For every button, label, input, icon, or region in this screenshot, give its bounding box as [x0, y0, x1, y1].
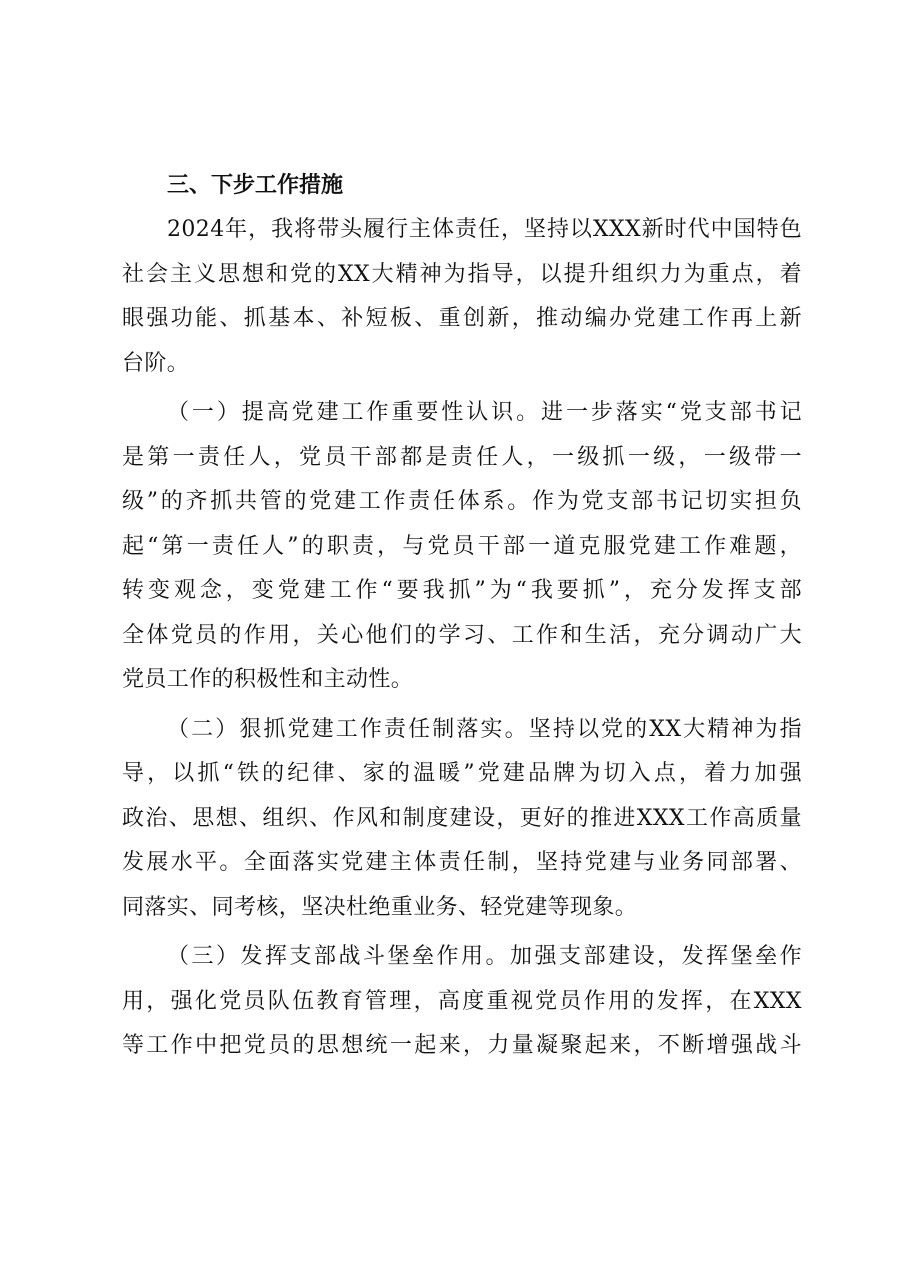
paragraph-line: 导，以抓“铁的纪律、家的温暖”党建品牌为切入点，着力加强	[122, 761, 802, 786]
paragraph-line: （三）发挥支部战斗堡垒作用。加强支部建设，发挥堡垒作	[167, 944, 802, 969]
paragraph-line: （二）狠抓党建工作责任制落实。坚持以党的XX大精神为指	[167, 716, 802, 742]
paragraph-line: 同落实、同考核，坚决杜绝重业务、轻党建等现象。	[122, 894, 638, 920]
paragraph-intro	[122, 208, 802, 386]
paragraph-line: 台阶。	[122, 350, 190, 376]
paragraph-line: 用，强化党员队伍教育管理，高度重视党员作用的发挥，在XXX	[122, 988, 802, 1014]
paragraph-line: 眼强功能、抓基本、补短板、重创新，推动编办党建工作再上新	[122, 306, 802, 331]
paragraph-line: （一）提高党建工作重要性认识。进一步落实“党支部书记	[167, 400, 802, 425]
paragraph-line: 党员工作的积极性和主动性。	[122, 667, 414, 692]
paragraph-line: 政治、思想、组织、作风和制度建设，更好的推进XXX工作高质量	[122, 805, 802, 831]
paragraph-line: 发展水平。全面落实党建主体责任制，坚持党建与业务同部署、	[122, 850, 802, 875]
paragraph-line: 全体党员的作用，关心他们的学习、工作和生活，充分调动广大	[122, 622, 802, 648]
document-body	[122, 164, 802, 1069]
paragraph-line: 起“第一责任人”的职责，与党员干部一道克服党建工作难题，	[122, 533, 802, 559]
paragraph-line: 2024年，我将带头履行主体责任，坚持以XXX新时代中国特色	[167, 217, 802, 242]
paragraph-line: 是第一责任人，党员干部都是责任人，一级抓一级，一级带一	[122, 444, 802, 470]
paragraph-line: 级”的齐抓共管的党建工作责任体系。作为党支部书记切实担负	[122, 489, 802, 514]
paragraph-item-3	[122, 935, 802, 1069]
paragraph-line: 社会主义思想和党的XX大精神为指导，以提升组织力为重点，着	[122, 261, 802, 287]
paragraph-item-1	[122, 391, 802, 703]
paragraph-line: 等工作中把党员的思想统一起来，力量凝聚起来，不断增强战斗	[122, 1033, 802, 1058]
section-heading: 三、下步工作措施	[167, 173, 344, 198]
paragraph-item-2	[122, 708, 802, 931]
paragraph-line: 转变观念，变党建工作“要我抓”为“我要抓”，充分发挥支部	[122, 578, 802, 603]
